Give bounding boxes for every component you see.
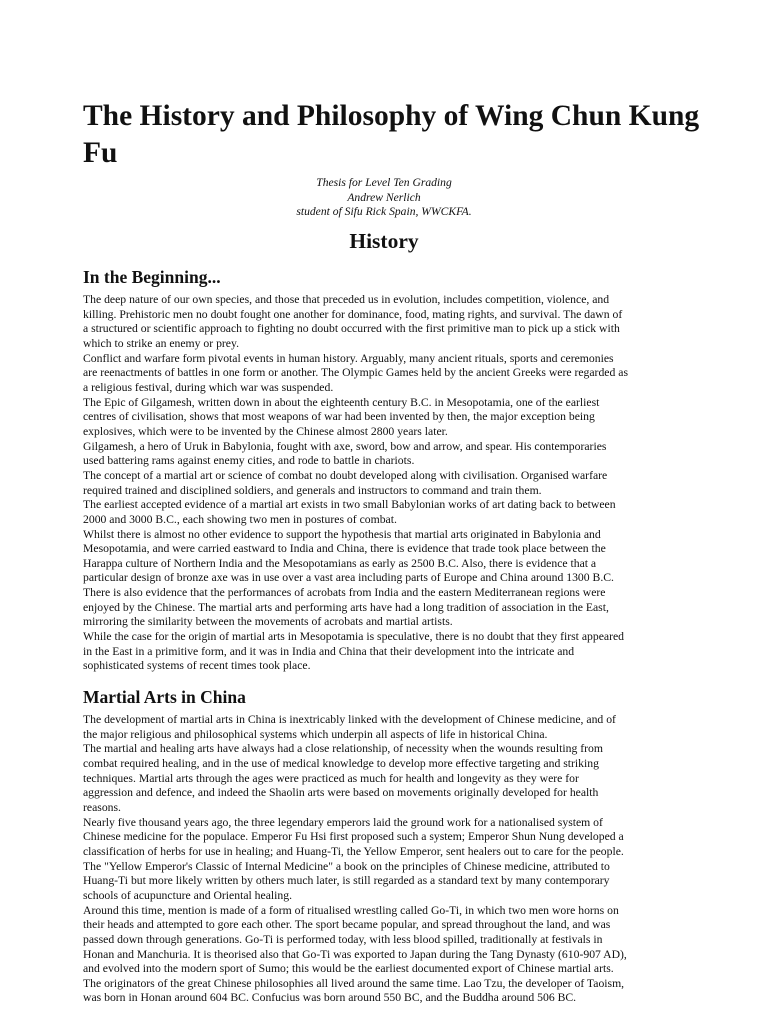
text-line: are reenactments of battles in one form or another. The Olympic Games held by the ancient Greeks were regarded as xyxy=(83,366,628,380)
text-line: Around this time, mention is made of a form of ritualised wrestling called Go-Ti, in which two men wore horns on xyxy=(83,903,619,917)
text-line: There is also evidence that the performances of acrobats from India and the eastern Mediterranean regions were xyxy=(83,586,606,600)
text-line: reasons. xyxy=(83,800,121,814)
text-line: the major religious and philosophical systems which underpin all aspects of life in historical China. xyxy=(83,727,548,741)
text-line: centres of civilisation, shows that most weapons of war had been invented by then, the major exception being xyxy=(83,410,595,424)
byline xyxy=(0,176,768,220)
text-line: While the case for the origin of martial arts in Mesopotamia is speculative, there is no doubt that they first appeared xyxy=(83,630,625,644)
text-line: and evolved into the modern sport of Sumo; this would be the earliest documented export of Chinese martial arts. xyxy=(83,962,614,976)
text-line: a religious festival, during which war was suspended. xyxy=(83,380,334,394)
text-line: The earliest accepted evidence of a martial art exists in two small Babylonian works of art dating back to between xyxy=(83,498,616,512)
text-line: a structured or scientific approach to fighting no doubt occurred with the first primitive man to pick up a stick with xyxy=(83,322,620,336)
text-line: particular design of bronze axe was in use over a vast area including parts of Europe and China around 1300 B.C. xyxy=(83,571,614,585)
text-line: required trained and disciplined soldiers, and generals and instructors to command and train them. xyxy=(83,483,542,497)
text-line: combat required healing, and in the use of medical knowledge to develop more effective targeting and striking xyxy=(83,756,599,770)
text-line: explosives, which were to be invented by the Chinese almost 2800 years later. xyxy=(83,424,448,438)
text-line: used battering rams against enemy cities, and rode to battle in chariots. xyxy=(83,454,415,468)
china-paragraphs xyxy=(83,713,688,1006)
text-line: in the East in a primitive form, and it was in India and China that their development into the intricate and xyxy=(83,644,575,658)
text-line: enjoyed by the Chinese. The martial arts and performing arts have had a long tradition of association in the East, xyxy=(83,600,609,614)
text-line: aggression and defence, and indeed the Shaolin arts were based on movements originally developed for health xyxy=(83,786,599,800)
text-line: The originators of the great Chinese philosophies all lived around the same time. Lao Tzu, the developer of Taoism, xyxy=(83,976,625,990)
text-line: Gilgamesh, a hero of Uruk in Babylonia, fought with axe, sword, bow and arrow, and spear. His contemporaries xyxy=(83,439,607,453)
subheading-beginning: In the Beginning... xyxy=(83,267,221,287)
text-line: their heads and attempted to gore each other. The sport became popular, and spread throughout the land, and was xyxy=(83,918,611,932)
text-line: passed down through generations. Go-Ti is performed today, with less blood spilled, traditionally at festivals in xyxy=(83,932,603,946)
text-line: Mesopotamia, and were carried eastward to India and China, there is evidence that trade took place between the xyxy=(83,542,606,556)
section-heading-history: History xyxy=(349,229,419,253)
beginning-paragraphs xyxy=(83,293,688,674)
text-line: Nearly five thousand years ago, the three legendary emperors laid the ground work for a nationalised system of xyxy=(83,815,603,829)
text-line: The development of martial arts in China is inextricably linked with the development of Chinese medicine, and of xyxy=(83,713,616,726)
byline-author: Andrew Nerlich xyxy=(347,190,421,204)
text-line: Conflict and warfare form pivotal events in human history. Arguably, many ancient rituals, sports and ceremonies xyxy=(83,351,614,365)
text-line: was born in Honan around 604 BC. Confucius was born around 550 BC, and the Buddha around 506 BC. xyxy=(83,991,577,1005)
text-line: The Epic of Gilgamesh, written down in about the eighteenth century B.C. in Mesopotamia, one of the earliest xyxy=(83,395,600,409)
text-line: Whilst there is almost no other evidence to support the hypothesis that martial arts originated in Babylonia and xyxy=(83,527,601,541)
text-line: killing. Prehistoric men no doubt fought one another for dominance, food, mating rights, and survival. The dawn of xyxy=(83,307,623,321)
text-line: 2000 and 3000 B.C., each showing two men in postures of combat. xyxy=(83,512,397,526)
byline-thesis: Thesis for Level Ten Grading xyxy=(316,176,452,189)
text-line: Chinese medicine for the populace. Emperor Fu Hsi first proposed such a system; Emperor Shun Nung developed a xyxy=(83,830,624,844)
text-line: The martial and healing arts have always had a close relationship, of necessity when the wounds resulting from xyxy=(83,742,603,756)
byline-affiliation: student of Sifu Rick Spain, WWCKFA. xyxy=(296,205,472,219)
text-line: Harappa culture of Northern India and the Mesopotamians as early as 2500 B.C. Also, there is evidence that a xyxy=(83,556,597,570)
text-line: Honan and Manchuria. It is theorised also that Go-Ti was exported to Japan during the Tang Dynasty (610-907 AD), xyxy=(83,947,627,961)
text-line: schools of acupuncture and Oriental healing. xyxy=(83,888,293,902)
document-title: The History and Philosophy of Wing Chun Kung Fu xyxy=(83,100,700,169)
text-line: which to strike an enemy or prey. xyxy=(83,336,239,350)
text-line: The deep nature of our own species, and those that preceded us in evolution, includes competition, violence, and xyxy=(83,293,610,306)
subheading-martial-arts-china: Martial Arts in China xyxy=(83,687,246,707)
text-line: The "Yellow Emperor's Classic of Internal Medicine" a book on the principles of Chinese medicine, attributed to xyxy=(83,859,610,873)
text-line: sophisticated systems of recent times took place. xyxy=(83,659,311,673)
text-line: mirroring the similarity between the movements of acrobats and martial artists. xyxy=(83,615,453,629)
text-line: Huang-Ti but more likely written by others much later, is still regarded as a standard text by many contemporary xyxy=(83,874,610,888)
text-line: classification of herbs for use in healing; and Huang-Ti, the Yellow Emperor, sent healers out to care for the people. xyxy=(83,844,624,858)
text-line: techniques. Martial arts through the ages were practiced as much for health and longevity as they were for xyxy=(83,771,579,785)
text-line: The concept of a martial art or science of combat no doubt developed along with civilisation. Organised warfare xyxy=(83,468,608,482)
